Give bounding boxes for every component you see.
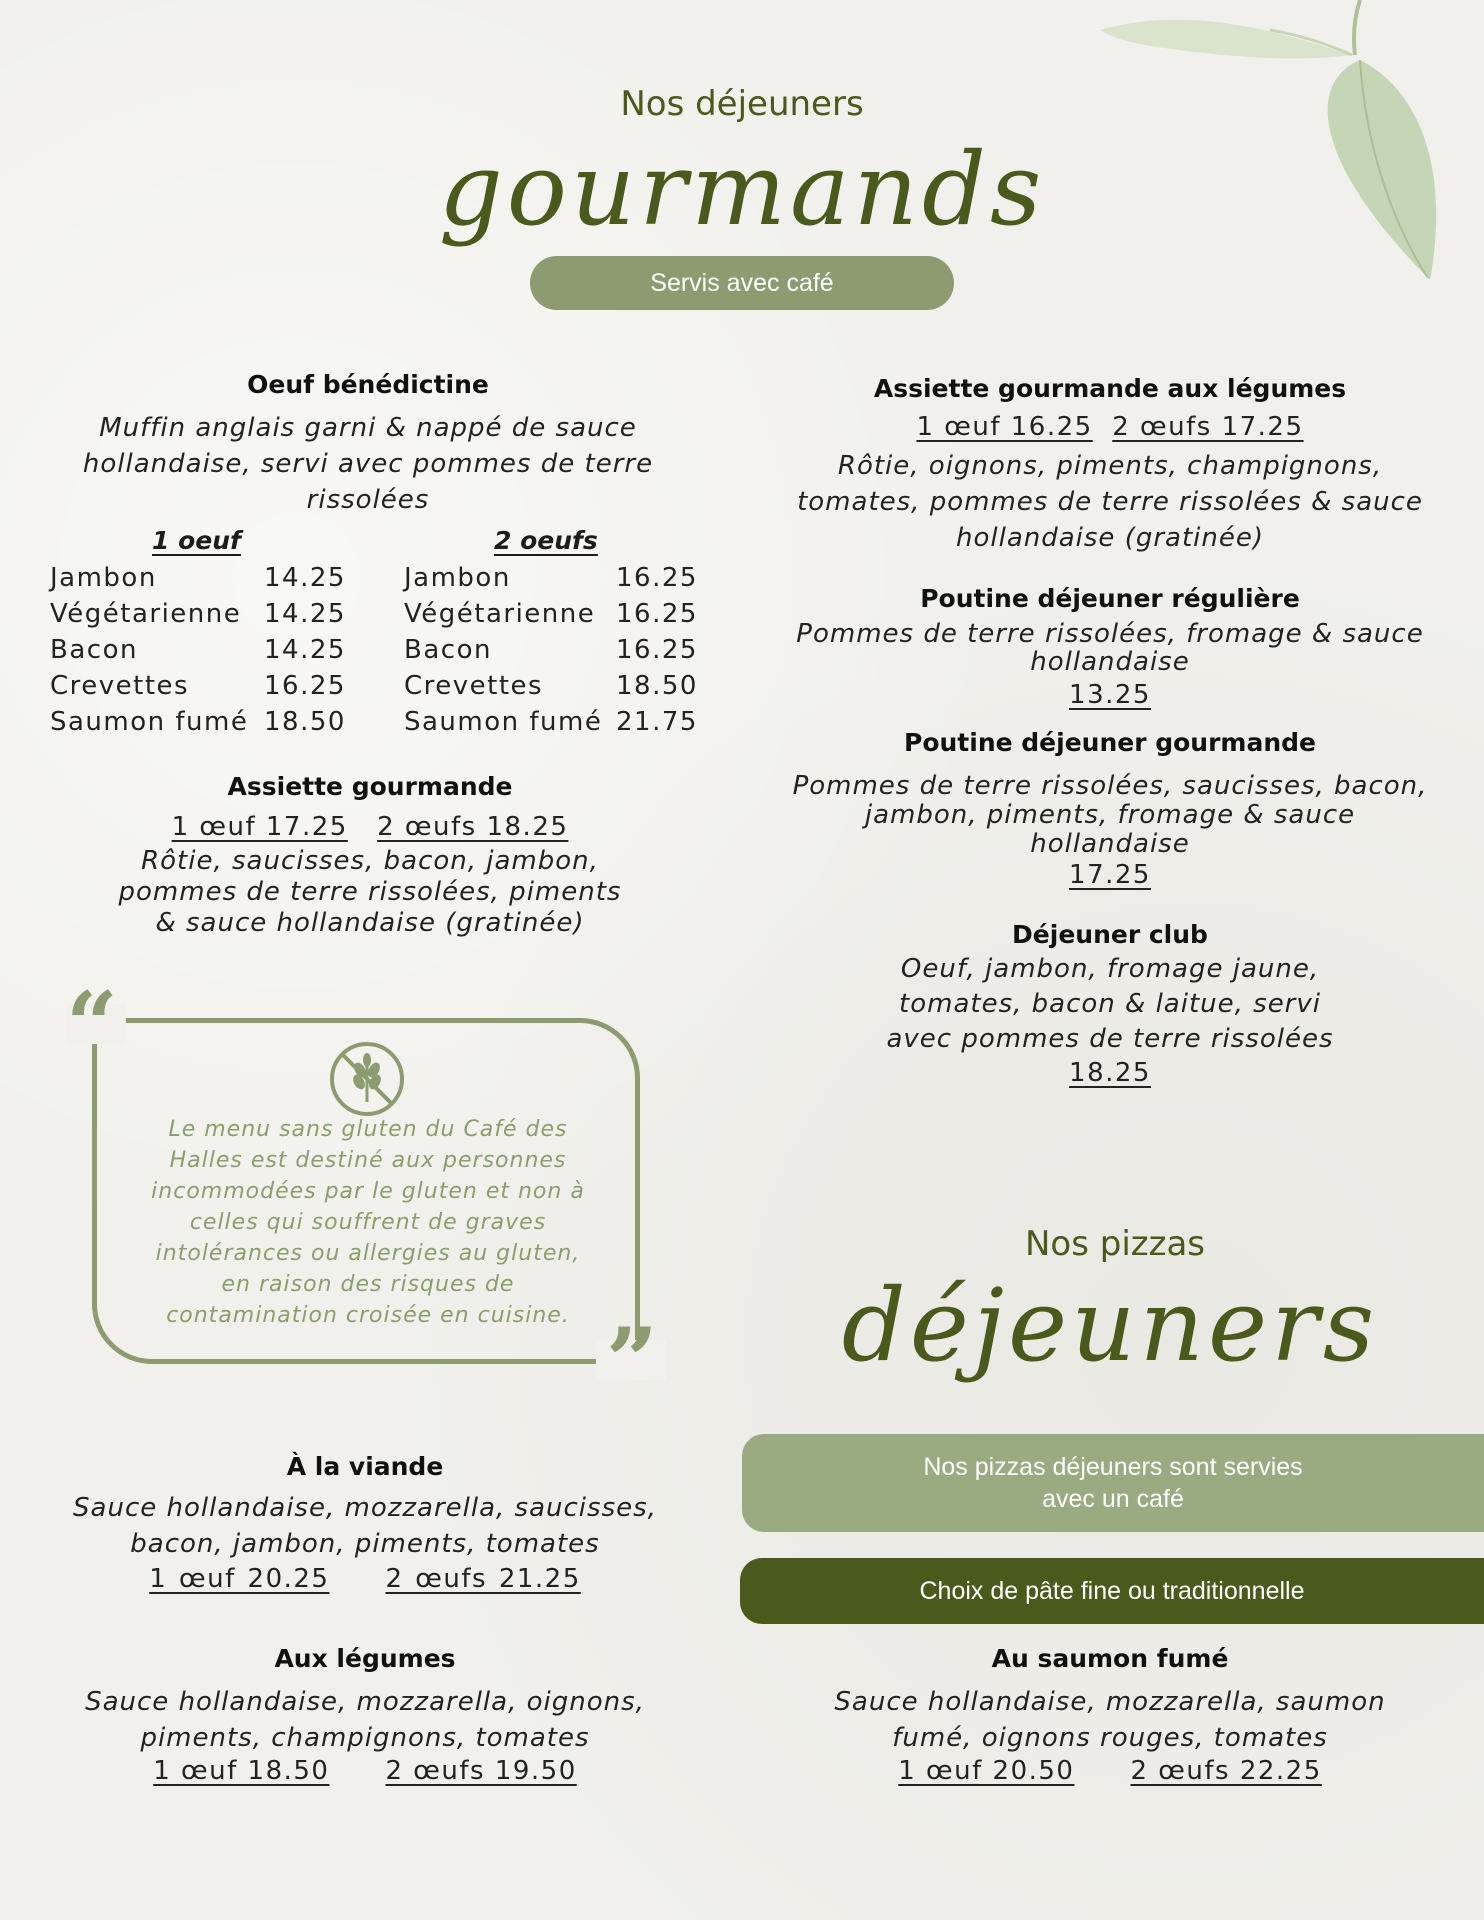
served-with-coffee-badge: Servis avec café	[530, 256, 954, 310]
table-row: Saumon fumé 18.50	[50, 707, 346, 737]
table-row: Saumon fumé 21.75	[404, 707, 698, 737]
section-subtitle: Nos pizzas	[1024, 1224, 1206, 1264]
item-title: Aux légumes	[274, 1644, 456, 1673]
item-title: À la viande	[286, 1452, 444, 1481]
item-description: Sauce hollandaise, mozzarella, oignons, piments, champignons, tomates	[85, 1687, 645, 1753]
item-price: 17.25	[1069, 860, 1151, 890]
table-row: Végétarienne 16.25	[404, 599, 698, 629]
item-title: Poutine déjeuner gourmande	[904, 728, 1316, 757]
table-row: Crevettes 18.50	[404, 671, 698, 701]
item-description: Sauce hollandaise, mozzarella, saucisses, bacon, jambon, piments, tomates	[73, 1493, 657, 1559]
table-row: Crevettes 16.25	[50, 671, 346, 701]
item-title: Assiette gourmande aux légumes	[873, 374, 1347, 403]
item-description: Pommes de terre rissolées, saucisses, bacon, jambon, piments, fromage & sauce hollandaise	[792, 771, 1428, 859]
open-quote-icon: “	[66, 972, 118, 1078]
item-description: Muffin anglais garni & nappé de sauce hollandaise, servi avec pommes de terre rissolées	[82, 413, 654, 515]
gluten-free-icon	[328, 1040, 406, 1118]
item-title: Au saumon fumé	[991, 1644, 1229, 1673]
item-price: 13.25	[1069, 680, 1151, 710]
item-prices: 1 œuf 18.50 2 œufs 19.50	[153, 1756, 577, 1786]
column-header-1-egg: 1 oeuf	[152, 526, 241, 555]
item-prices: 1 œuf 16.25 2 œufs 17.25	[916, 412, 1304, 442]
table-row: Jambon 14.25	[50, 563, 346, 593]
table-row: Végétarienne 14.25	[50, 599, 346, 629]
item-title: Oeuf bénédictine	[247, 370, 489, 399]
script-title: gourmands	[438, 131, 1046, 248]
table-row: Bacon 16.25	[404, 635, 698, 665]
item-description: Sauce hollandaise, mozzarella, saumon fumé, oignons rouges, tomates	[834, 1687, 1386, 1753]
section-subtitle: Nos déjeuners	[620, 84, 864, 124]
item-description: Oeuf, jambon, fromage jaune, tomates, bacon & laitue, servi avec pommes de terre rissolées	[886, 954, 1334, 1054]
column-header-2-eggs: 2 oeufs	[494, 526, 598, 555]
item-prices: 1 œuf 20.50 2 œufs 22.25	[898, 1756, 1322, 1786]
pizza-coffee-badge: Nos pizzas déjeuners sont servies avec un café	[742, 1434, 1484, 1532]
item-title: Assiette gourmande	[227, 772, 513, 801]
item-description: Rôtie, oignons, piments, champignons, tomates, pommes de terre rissolées & sauce hollandaise (gratinée)	[797, 451, 1423, 553]
item-title: Déjeuner club	[1012, 920, 1208, 949]
close-quote-icon: ”	[606, 1308, 658, 1414]
item-price: 18.25	[1069, 1058, 1151, 1088]
gluten-note-text: Le menu sans gluten du Café des Halles est destiné aux personnes incommodées par le gluten et non à celles qui souffrent de graves intolérances ou allergies au gluten, en raison des risques de contamination croisée en cuisine.	[151, 1117, 585, 1328]
item-prices: 1 œuf 17.25 2 œufs 18.25	[171, 812, 569, 842]
table-row: Bacon 14.25	[50, 635, 346, 665]
price-table-1-egg	[50, 560, 346, 740]
crust-choice-badge: Choix de pâte fine ou traditionnelle	[740, 1558, 1484, 1624]
leaf-decoration	[1090, 0, 1484, 290]
script-title: déjeuners	[841, 1267, 1379, 1384]
item-description: Rôtie, saucisses, bacon, jambon, pommes de terre rissolées, piments & sauce hollandaise (gratinée)	[118, 846, 622, 938]
item-prices: 1 œuf 20.25 2 œufs 21.25	[149, 1564, 581, 1594]
item-description: Pommes de terre rissolées, fromage & sauce hollandaise	[796, 619, 1424, 677]
item-title: Poutine déjeuner régulière	[920, 584, 1300, 613]
table-row: Jambon 16.25	[404, 563, 698, 593]
price-table-2-eggs	[404, 560, 698, 740]
